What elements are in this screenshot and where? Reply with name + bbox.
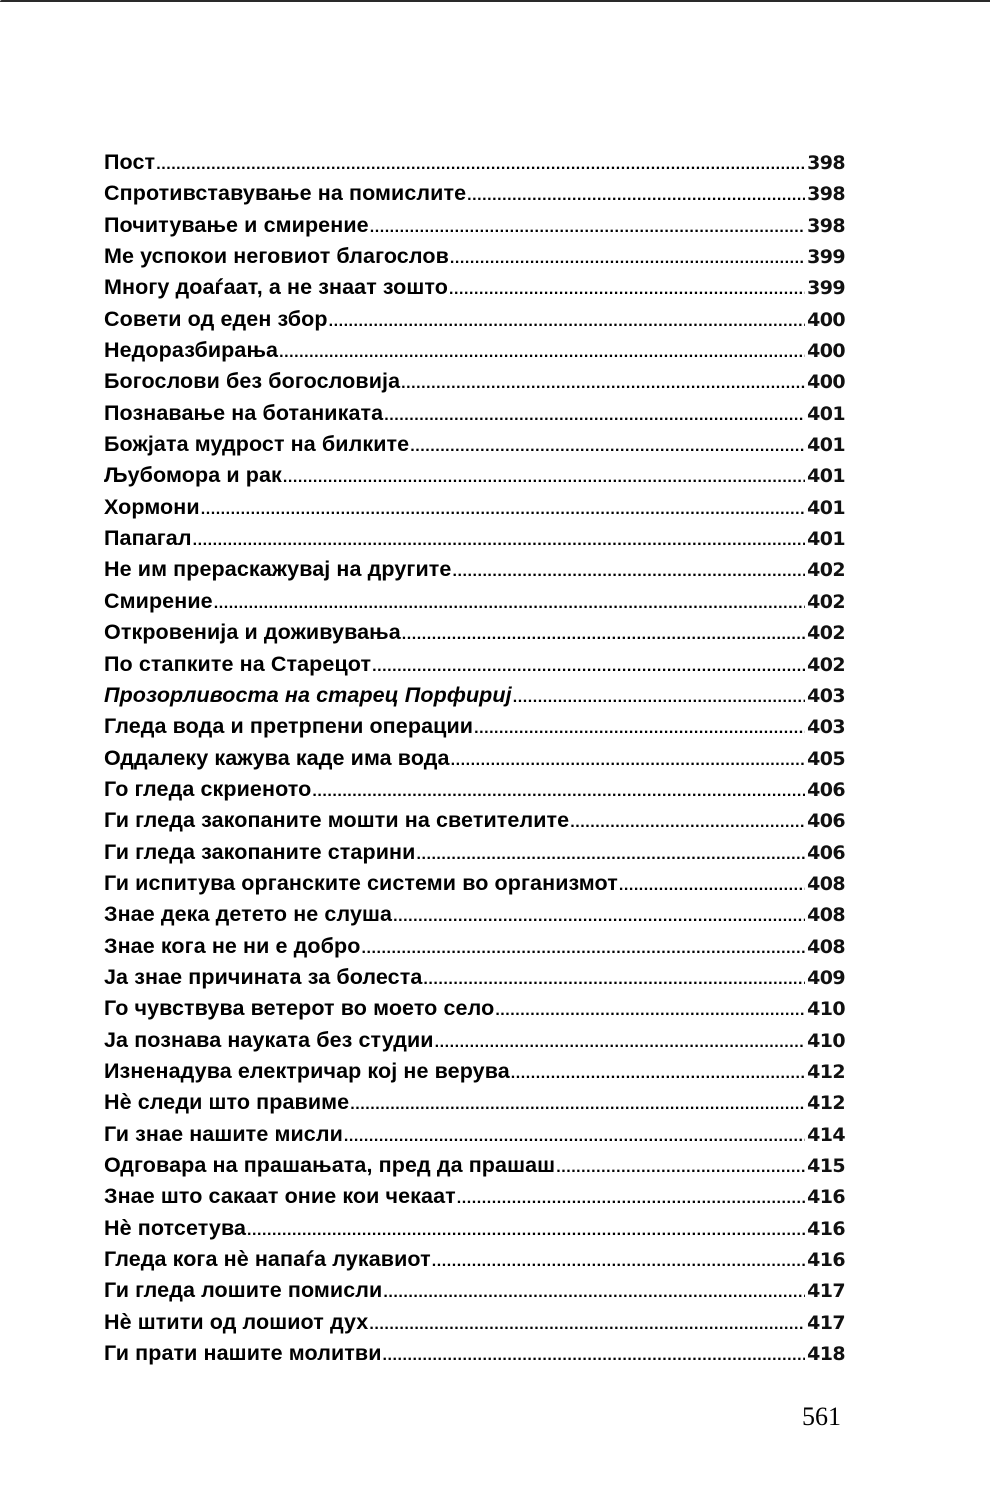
toc-entry [104,492,845,523]
toc-entry-page: 408 [807,872,845,895]
toc-entry-page: 408 [807,935,845,958]
toc-dot-leader [457,1183,805,1212]
toc-entry [104,554,845,585]
toc-dot-leader [393,901,805,930]
toc-entry [104,962,845,993]
toc-dot-leader [467,180,805,209]
toc-dot-leader [451,745,806,774]
toc-entry [104,429,845,460]
toc-entry [104,272,845,303]
toc-entry [104,304,845,335]
toc-dot-leader [384,400,805,429]
toc-entry-page: 416 [807,1217,845,1240]
toc-entry-page: 400 [807,340,845,363]
toc-entry [104,460,845,491]
toc-entry-title: Нѐ следи што правиме [104,1090,350,1115]
toc-entry-title: Нѐ потсетува [104,1215,247,1240]
toc-dot-leader [432,1246,805,1275]
toc-entry [104,1307,845,1338]
toc-dot-leader [474,713,805,742]
toc-entry [104,617,845,648]
toc-entry-title: Оддалеку кажува каде има вода [104,745,450,770]
toc-entry [104,1275,845,1306]
toc-entry-title: Ги знае нашите мисли [104,1121,343,1146]
toc-entry [104,711,845,742]
toc-entry [104,774,845,805]
toc-dot-leader [370,212,805,241]
toc-entry-title: Почитување и смирение [104,212,369,237]
toc-entry-title: Нѐ штити од лошиот дух [104,1309,369,1334]
toc-entry-page: 406 [807,778,845,801]
toc-dot-leader [450,243,805,272]
toc-entry [104,1181,845,1212]
toc-dot-leader [401,368,805,397]
toc-entry [104,366,845,397]
toc-dot-leader [279,337,805,366]
toc-dot-leader [214,588,805,617]
toc-dot-leader [350,1089,805,1118]
toc-entry-page: 398 [807,152,845,174]
toc-entry-page: 408 [807,904,845,927]
toc-dot-leader [247,1215,805,1244]
toc-entry [104,1150,845,1181]
toc-entry-page: 414 [807,1123,845,1146]
toc-entry-title: Изненадува електричар кој не верува [104,1058,510,1083]
toc-dot-leader [329,306,806,335]
toc-entry-page: 406 [807,810,845,833]
toc-entry [104,586,845,617]
toc-dot-leader [362,933,806,962]
toc-entry-title: Недоразбирања [104,338,279,363]
toc-entry-title: Ги гледа закопаните старини [104,839,416,864]
toc-entry-title: Папагал [104,526,192,551]
toc-entry-page: 400 [807,308,845,331]
toc-entry-page: 416 [807,1249,845,1272]
toc-entry-title: Ги испитува органските системи во организмот [104,870,618,895]
toc-entry-title: Знае кога не ни е добро [104,933,361,958]
toc-entry-title: Ги гледа лошите помисли [104,1278,383,1303]
toc-entry-page: 402 [807,559,845,582]
toc-entry-page: 412 [807,1092,845,1115]
toc-dot-leader [156,149,805,178]
toc-entry-page: 401 [807,465,845,488]
toc-entry-title: Го чувствува ветерот во моето село [104,996,495,1021]
toc-dot-leader [570,807,805,836]
toc-entry-page: 410 [807,998,845,1021]
toc-entry-title: Божјата мудрост на билките [104,432,410,457]
toc-entry-page: 415 [807,1155,845,1177]
toc-entry-page: 403 [807,684,845,707]
toc-entry-title: Ги гледа закопаните мошти на светителите [104,808,570,833]
toc-dot-leader [383,1340,806,1369]
toc-entry-title: Ја познава науката без студии [104,1027,434,1052]
toc-dot-leader [513,682,805,711]
toc-entry-page: 401 [807,528,845,551]
toc-entry-page: 406 [807,841,845,864]
toc-dot-leader [449,274,805,303]
toc-entry-title: Откровенија и доживувања [104,620,401,645]
toc-entry [104,147,845,178]
toc-entry-title: Богослови без богословија [104,369,401,394]
toc-entry-page: 402 [807,622,845,645]
toc-dot-leader [410,431,805,460]
toc-entry-title: Ја знае причината за болеста [104,964,423,989]
toc-dot-leader [372,651,805,680]
toc-dot-leader [619,870,805,899]
toc-dot-leader [511,1058,805,1087]
toc-entry-title: Не им прераскажувај на другите [104,557,452,582]
toc-entry [104,1025,845,1056]
toc-entry [104,993,845,1024]
toc-dot-leader [402,619,805,648]
toc-entry [104,743,845,774]
toc-entry-page: 418 [807,1343,845,1366]
toc-entry-page: 401 [807,402,845,425]
toc-entry-page: 403 [807,716,845,739]
toc-entry-title: Љубомора и рак [104,463,282,488]
window-top-border [0,0,990,2]
toc-entry [104,1244,845,1275]
toc-entry-title: Ме успокои неговиот благослов [104,244,449,269]
toc-dot-leader [452,556,805,585]
toc-dot-leader [283,462,805,491]
toc-dot-leader [201,494,805,523]
toc-dot-leader [344,1121,805,1150]
toc-dot-leader [556,1152,805,1181]
toc-entry-title: Го гледа скриеното [104,776,312,801]
toc-entry [104,805,845,836]
toc-entry-title: Спротивставување на помислите [104,181,467,206]
toc-entry-page: 402 [807,590,845,613]
toc-entry-title: Пост [104,150,156,174]
toc-entry [104,899,845,930]
toc-entry-page: 416 [807,1186,845,1209]
toc-entry [104,868,845,899]
toc-entry-title: Гледа кога нѐ напаѓа лукавиот [104,1247,431,1272]
toc-dot-leader [193,525,806,554]
toc-entry [104,241,845,272]
toc-entry [104,680,845,711]
toc-entry-page: 409 [807,966,845,989]
toc-dot-leader [383,1277,805,1306]
toc-entry-page: 399 [807,277,845,300]
toc-entry-title: Знае дека детето не слуша [104,902,393,927]
toc-entry [104,335,845,366]
toc-dot-leader [369,1309,805,1338]
toc-dot-leader [495,995,805,1024]
toc-entry [104,931,845,962]
toc-entry-title: Одговара на прашањата, пред да прашаш [104,1153,556,1177]
toc-entry-title: Гледа вода и претрпени операции [104,714,474,739]
toc-dot-leader [423,964,805,993]
toc-entry-page: 417 [807,1280,845,1303]
toc-entry-page: 402 [807,653,845,676]
toc-dot-leader [312,776,805,805]
toc-entry [104,1056,845,1087]
toc-entry [104,837,845,868]
page-number: 561 [802,1402,841,1431]
toc-entry-page: 401 [807,434,845,457]
toc-entry-title: Смирение [104,588,213,613]
toc-entry-title: Ги прати нашите молитви [104,1341,382,1366]
toc-entry-page: 400 [807,371,845,394]
toc-entry-page: 417 [807,1311,845,1334]
toc-entry [104,1338,845,1369]
toc-entry-title: Хормони [104,494,200,519]
toc-entry [104,1213,845,1244]
toc-entry-title: Совети од еден збор [104,306,328,331]
table-of-contents [104,147,845,1369]
toc-entry-page: 399 [807,246,845,269]
toc-entry-title: Знае што сакаат оние кои чекаат [104,1184,456,1209]
toc-entry-title: Многу доаѓаат, а не знаат зошто [104,275,449,300]
toc-entry-page: 398 [807,214,845,237]
toc-entry-page: 398 [807,183,845,206]
toc-entry [104,523,845,554]
toc-dot-leader [416,839,805,868]
toc-entry-title: По стапките на Старецот [104,651,372,676]
toc-entry [104,649,845,680]
toc-entry [104,1087,845,1118]
toc-entry-page: 405 [807,747,845,770]
toc-entry [104,1119,845,1150]
toc-entry [104,398,845,429]
toc-entry-title: Прозорливоста на старец Порфириј [104,682,512,707]
toc-entry-page: 412 [807,1060,845,1083]
toc-entry-page: 401 [807,496,845,519]
toc-entry [104,178,845,209]
toc-entry-page: 410 [807,1029,845,1052]
toc-entry [104,210,845,241]
toc-entry-title: Познавање на ботаниката [104,400,384,425]
toc-dot-leader [435,1027,806,1056]
